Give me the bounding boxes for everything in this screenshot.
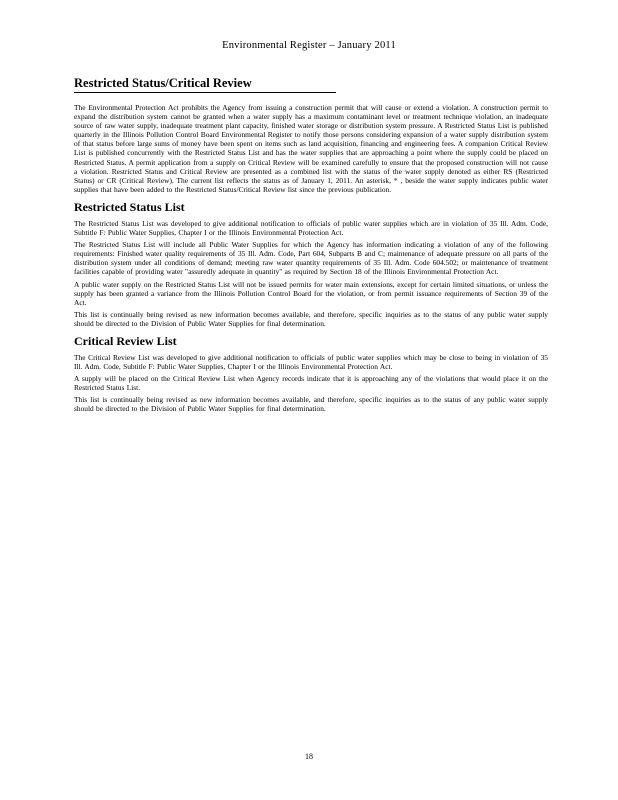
critical-review-section — [74, 334, 548, 414]
restricted-status-paragraph: The Restricted Status List was developed to give additional notification to officials of public water supplies which are in violation of 35 Ill. Adm. Code, Subtitle F: Public Water Supplies, Chapter I or the Illinois Environmental Protection Act. — [74, 218, 548, 238]
intro-paragraph: The Environmental Protection Act prohibits the Agency from issuing a construction permit that will cause or extend a violation. A construction permit to expand the distribution system cannot be granted when a water supply has a maximum contaminant level or treatment technique violation, an inadequate source of raw water supply, inadequate treatment plant capacity, finished water storage or distribution system pressure. A Restricted Status List is published quarterly in the Illinois Pollution Control Board Environmental Register to notify those persons considering expansion of a water supply distribution system of that status before large sums of money have been spent on items such as land acquisition, financing and engineering fees. A companion Critical Review List is published concurrently with the Restricted Status List and has the water supplies that are approaching a point where the supply could be placed on Restricted Status. A permit application from a supply on Critical Review will be examined carefully to ensure that the proposed construction will not cause a violation. Restricted Status and Critical Review are presented as a combined list with the status of the water supply denoted as either RS (Restricted Status) or CR (Critical Review). The current list reflects the status as of January 1, 2011. An asterisk, * , beside the water supply indicates public water supplies that have been added to the Restricted Status/Critical Review list since the previous publication. — [74, 103, 548, 194]
restricted-status-paragraph: A public water supply on the Restricted Status List will not be issued permits for water main extensions, except for certain limited situations, or unless the supply has been granted a variance from the Illinois Pollution Control Board for the violation, or from permit issuance requirements of Section 39 of the Act. — [74, 279, 548, 307]
page-number: 18 — [305, 752, 313, 761]
critical-review-paragraph: A supply will be placed on the Critical Review List when Agency records indicate that it is approaching any of the violations that would place it on the Restricted Status List. — [74, 374, 548, 393]
restricted-status-paragraph: The Restricted Status List will include all Public Water Supplies for which the Agency has information indicating a violation of any of the following requirements: Finished water quality requirements of 35 Ill. Adm. Code, Part 604, Subparts B and C; maintenance of adequate pressure on all parts of the distribution system under all conditions of demand; meeting raw water quantity requirements of 35 Ill. Adm. Code 604.502; or maintenance of treatment facilities capable of providing water "assuredly adequate in quantity" as required by Section 18 of the Illinois Environmental Protection Act. — [74, 240, 548, 277]
page-title: Restricted Status/Critical Review — [74, 76, 336, 93]
restricted-status-paragraph: This list is continually being revised as new information becomes available, and therefore, specific inquiries as to the status of any public water supply should be directed to the Division of Public Water Supplies for final determination. — [74, 309, 548, 328]
critical-review-paragraph: This list is continually being revised as new information becomes available, and therefore, specific inquiries as to the status of any public water supply should be directed to the Division of Public Water Supplies for final determination. — [74, 395, 548, 414]
running-header: Environmental Register – January 2011 — [222, 40, 396, 51]
document-body — [74, 76, 548, 417]
restricted-status-section — [74, 200, 548, 328]
section-heading-critical-review: Critical Review List — [74, 333, 177, 348]
critical-review-paragraph: The Critical Review List was developed to give additional notification to officials of public water supplies which may be close to being in violation of 35 Ill. Adm. Code, Subtitle F: Public Water Supplies, Chapter I or the Illinois Environmental Protection Act. — [74, 352, 548, 372]
section-heading-restricted-status: Restricted Status List — [74, 199, 185, 214]
